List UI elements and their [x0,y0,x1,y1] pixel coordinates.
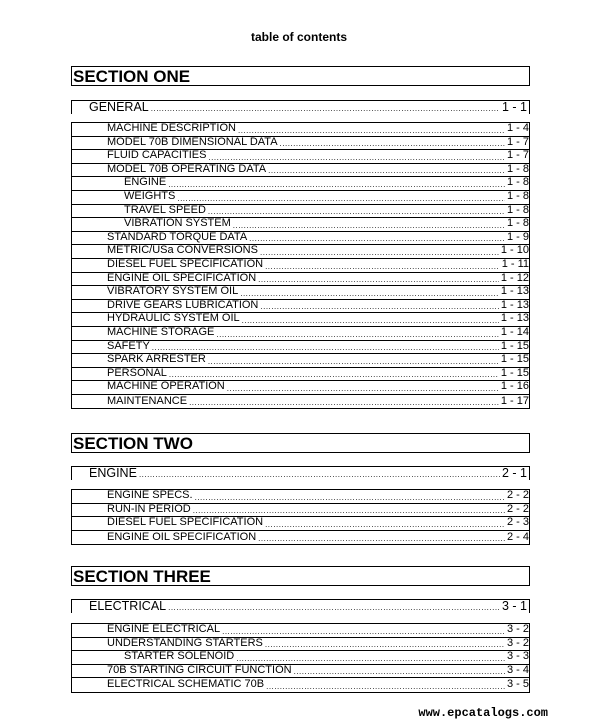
entry-label: ENGINE ELECTRICAL [107,624,221,635]
entry-page: 1 - 15 [500,367,529,379]
dot-leader [208,206,505,217]
entry-page: 1 - 7 [506,136,529,148]
entry-page: 3 - 5 [506,678,529,691]
section-one-header: SECTION ONE [71,66,530,86]
toc-entry[interactable] [72,381,529,395]
toc-entry[interactable] [72,218,529,232]
entry-label: ENGINE [124,177,167,189]
entry-label: ENGINE SPECS. [107,490,193,501]
entry-label: STANDARD TORQUE DATA [107,231,248,243]
section-three-header: SECTION THREE [71,566,530,586]
entry-label: MODEL 70B OPERATING DATA [107,163,267,175]
dot-leader [177,193,505,204]
entry-page: 1 - 8 [506,177,529,189]
entry-label: HYDRAULIC SYSTEM OIL [107,313,240,325]
dot-leader [258,274,499,285]
dot-leader [294,666,505,677]
dot-leader [233,220,505,231]
dot-leader [242,315,499,326]
toc-entry[interactable] [72,395,529,409]
entry-page: 3 - 2 [506,637,529,649]
dot-leader [227,383,499,394]
chapter-page: 1 - 1 [501,101,527,114]
toc-entry[interactable] [72,651,529,665]
dot-leader [249,233,505,244]
entry-label: VIBRATION SYSTEM [124,218,231,230]
toc-entry[interactable] [72,665,529,679]
toc-entry[interactable] [72,517,529,531]
entry-label: ENGINE OIL SPECIFICATION [107,530,257,543]
toc-entry[interactable] [72,286,529,300]
dot-leader [258,533,505,544]
chapter-label: ENGINE [89,467,137,480]
entry-page: 1 - 13 [500,299,529,311]
dot-leader [260,301,498,312]
entry-label: VIBRATORY SYSTEM OIL [107,286,239,298]
chapter-page: 2 - 1 [501,467,527,480]
toc-entry[interactable] [72,624,529,638]
toc-entry[interactable] [72,232,529,246]
dot-leader [168,602,500,613]
dot-leader [222,626,505,637]
entry-label: DRIVE GEARS LUBRICATION [107,299,259,311]
dot-leader [260,247,499,258]
dot-leader [240,288,499,299]
dot-leader [195,492,505,503]
toc-entry[interactable] [72,638,529,652]
chapter-page: 3 - 1 [501,600,527,613]
entry-page: 1 - 12 [500,272,529,284]
entry-label: STARTER SOLENOID [124,651,235,663]
entry-label: MAINTENANCE [107,394,188,407]
dot-leader [265,639,505,650]
dot-leader [169,369,499,380]
entry-page: 1 - 13 [500,313,529,325]
toc-entry[interactable] [72,245,529,259]
entry-page: 1 - 8 [506,163,529,175]
toc-entry[interactable] [72,205,529,219]
entry-page: 1 - 14 [500,326,529,338]
toc-entry[interactable] [72,191,529,205]
toc-entry[interactable] [72,177,529,191]
toc-entry[interactable] [72,341,529,355]
entry-label: SPARK ARRESTER [107,354,206,366]
dot-leader [238,125,505,136]
dot-leader [189,397,499,408]
entry-label: METRIC/USa CONVERSIONS [107,245,258,257]
dot-leader [168,179,505,190]
entry-label: MACHINE DESCRIPTION [107,123,236,134]
entry-page: 2 - 2 [506,503,529,515]
section-one-items [71,122,530,409]
entry-page: 1 - 7 [506,150,529,162]
entry-label: MODEL 70B DIMENSIONAL DATA [107,136,278,148]
entry-page: 1 - 13 [500,286,529,298]
toc-entry[interactable] [72,313,529,327]
chapter-electrical[interactable] [71,599,530,613]
section-two-header: SECTION TWO [71,433,530,453]
entry-page: 2 - 2 [506,490,529,501]
entry-label: DIESEL FUEL SPECIFICATION [107,258,264,270]
toc-entry[interactable] [72,490,529,504]
entry-label: FLUID CAPACITIES [107,150,207,162]
dot-leader [266,681,505,692]
entry-page: 1 - 9 [506,231,529,243]
entry-page: 1 - 8 [506,204,529,216]
entry-page: 2 - 4 [506,530,529,543]
entry-page: 1 - 8 [506,218,529,230]
toc-entry[interactable] [72,123,529,137]
dot-leader [216,329,498,340]
entry-label: DIESEL FUEL SPECIFICATION [107,517,264,529]
dot-leader [280,138,505,149]
section-three-items [71,623,530,693]
toc-entry[interactable] [72,150,529,164]
entry-label: WEIGHTS [124,190,176,202]
section-two-items [71,489,530,545]
entry-page: 2 - 3 [506,517,529,529]
toc-entry[interactable] [72,678,529,692]
toc-entry[interactable] [72,531,529,545]
dot-leader [236,653,505,664]
chapter-label: GENERAL [89,101,149,114]
dot-leader [139,469,500,480]
toc-entry[interactable] [72,164,529,178]
watermark: www.epcatalogs.com [418,706,548,720]
toc-entry[interactable] [72,327,529,341]
chapter-engine[interactable] [71,466,530,480]
chapter-general[interactable] [71,100,530,114]
toc-entry[interactable] [72,368,529,382]
dot-leader [152,342,499,353]
dot-leader [208,356,499,367]
entry-label: UNDERSTANDING STARTERS [107,637,263,649]
entry-page: 3 - 4 [506,664,529,676]
dot-leader [151,103,500,114]
entry-page: 3 - 3 [506,651,529,663]
entry-label: PERSONAL [107,367,167,379]
entry-page: 1 - 15 [500,354,529,366]
dot-leader [193,505,505,516]
entry-page: 3 - 2 [506,624,529,635]
entry-label: ELECTRICAL SCHEMATIC 70B [107,678,265,691]
entry-label: SAFETY [107,340,150,352]
entry-label: ENGINE OIL SPECIFICATION [107,272,257,284]
entry-label: TRAVEL SPEED [124,204,206,216]
toc-entry[interactable] [72,259,529,273]
entry-page: 1 - 15 [500,340,529,352]
entry-label: 70B STARTING CIRCUIT FUNCTION [107,664,292,676]
entry-label: RUN-IN PERIOD [107,503,191,515]
entry-label: MACHINE OPERATION [107,381,225,393]
page-title: table of contents [250,30,347,44]
dot-leader [208,152,505,163]
dot-leader [265,519,505,530]
toc-entry[interactable] [72,504,529,518]
dot-leader [265,261,500,272]
toc-entry[interactable] [72,300,529,314]
chapter-label: ELECTRICAL [89,600,167,613]
entry-page: 1 - 8 [506,190,529,202]
toc-entry[interactable] [72,354,529,368]
entry-page: 1 - 11 [501,258,529,270]
entry-label: MACHINE STORAGE [107,326,215,338]
dot-leader [268,165,505,176]
entry-page: 1 - 16 [500,381,529,393]
toc-entry[interactable] [72,137,529,151]
entry-page: 1 - 10 [500,245,529,257]
toc-entry[interactable] [72,273,529,287]
entry-page: 1 - 17 [500,394,529,407]
entry-page: 1 - 4 [506,123,529,134]
